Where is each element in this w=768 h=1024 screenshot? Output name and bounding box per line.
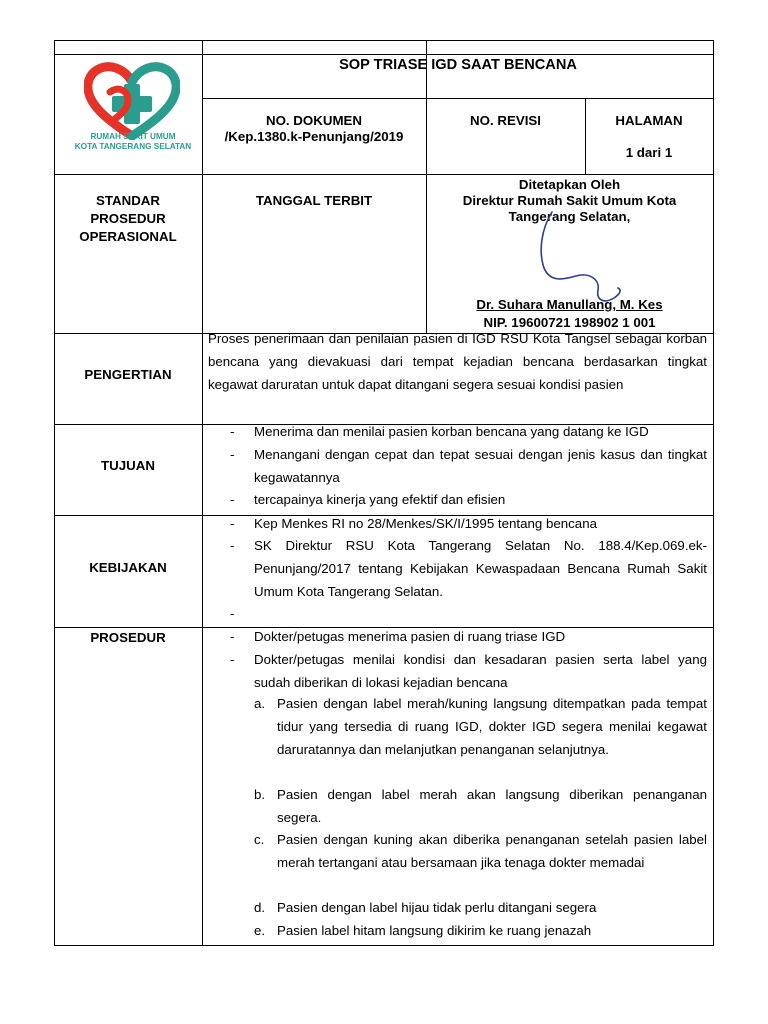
document-title: SOP TRIASE IGD SAAT BENCANA (339, 57, 577, 73)
list-dash: - (230, 516, 235, 531)
ditetapkan-line3: Tangerang Selatan, (508, 209, 631, 224)
list-item: - Kep Menkes RI no 28/Menkes/SK/I/1995 tentang bencana (230, 513, 707, 536)
list-item: - tercapainya kinerja yang efektif dan efisien (230, 489, 707, 512)
tujuan-label: TUJUAN (101, 458, 155, 473)
border-left (54, 40, 55, 946)
list-dash: - (230, 492, 235, 507)
border-bottom (54, 945, 714, 946)
border-top (54, 40, 714, 41)
list-item (230, 603, 707, 626)
hospital-name-line2: KOTA TANGERANG SELATAN (74, 142, 192, 151)
heart-cross-logo-icon (84, 62, 180, 140)
sop-label-line1: STANDAR (95, 193, 161, 208)
signer-nip: NIP. 19600721 198902 1 001 (483, 315, 656, 330)
sub-list-item: a. Pasien dengan label merah/kuning langsung ditempatkan pada tempat tidur yang tersedia di ruang IGD, dokter IGD segera menilai kegawat daruratannya dan melanjutkan penanganan selanjutnya. (254, 696, 707, 757)
pengertian-label: PENGERTIAN (84, 367, 172, 382)
sub-list-item: b. Pasien dengan label merah akan langsung diberikan penanganan segera. (254, 787, 707, 825)
list-dash: - (230, 652, 235, 667)
ditetapkan-line1: Ditetapkan Oleh (518, 177, 621, 192)
halaman-value: 1 dari 1 (625, 145, 673, 160)
tanggal-terbit-label: TANGGAL TERBIT (255, 193, 373, 208)
sop-label-line2: PROSEDUR (90, 211, 166, 226)
list-dash: - (230, 424, 235, 439)
ditetapkan-line2: Direktur Rumah Sakit Umum Kota (462, 193, 677, 208)
list-item: - Menangani dengan cepat dan tepat sesuai dengan jenis kasus dan tingkat kegawatannya (230, 444, 707, 490)
list-item: - Dokter/petugas menerima pasien di ruang triase IGD (230, 626, 707, 649)
border-right (713, 40, 714, 946)
column-divider (202, 40, 203, 946)
row-line (202, 98, 714, 99)
hospital-name-line1: RUMAH SAKIT UMUM (90, 132, 176, 141)
sub-list-item: e. Pasien label hitam langsung dikirim ke ruang jenazah (254, 923, 592, 938)
pengertian-text: Proses penerimaan dan penilaian pasien di IGD RSU Kota Tangsel sebagai korban bencana yang dievakuasi dari tempat kejadian bencana berdasarkan tingkat kegawat daruratan untuk dapat ditangani segera sesuai kondisi pasien (208, 331, 707, 392)
list-item: - Menerima dan menilai pasien korban bencana yang datang ke IGD (230, 421, 707, 444)
sop-label-line3: OPERASIONAL (79, 229, 177, 244)
hospital-logo (84, 62, 180, 140)
row-line (54, 174, 714, 175)
column-divider (585, 98, 586, 174)
prosedur-label: PROSEDUR (90, 630, 166, 645)
row-line (54, 54, 714, 55)
list-dash: - (230, 629, 235, 644)
signature-scribble-icon (520, 210, 630, 310)
halaman-label: HALAMAN (615, 113, 683, 128)
no-dokumen-label: NO. DOKUMEN (265, 113, 363, 128)
list-item: - Dokter/petugas menilai kondisi dan kesadaran pasien serta label yang sudah diberikan di lokasi kejadian bencana (230, 649, 707, 695)
kebijakan-label: KEBIJAKAN (89, 560, 167, 575)
no-dokumen-value: /Kep.1380.k-Penunjang/2019 (224, 129, 404, 144)
signer-name: Dr. Suhara Manullang, M. Kes (476, 297, 663, 312)
no-revisi-label: NO. REVISI (470, 113, 541, 128)
sub-list-item: c. Pasien dengan kuning akan diberika penanganan setelah pasien label merah tertangani atau bersamaan jika tenaga dokter memadai (254, 832, 707, 870)
list-item: - SK Direktur RSU Kota Tangerang Selatan No. 188.4/Kep.069.ek-Penunjang/2017 tentang Kebijakan Kewaspadaan Bencana Rumah Sakit Umum Kota Tangerang Selatan. (230, 535, 707, 604)
list-dash: - (230, 538, 235, 553)
sub-list-item: d. Pasien dengan label hijau tidak perlu ditangani segera (254, 900, 597, 915)
list-dash: - (230, 447, 235, 462)
list-dash: - (230, 606, 235, 621)
